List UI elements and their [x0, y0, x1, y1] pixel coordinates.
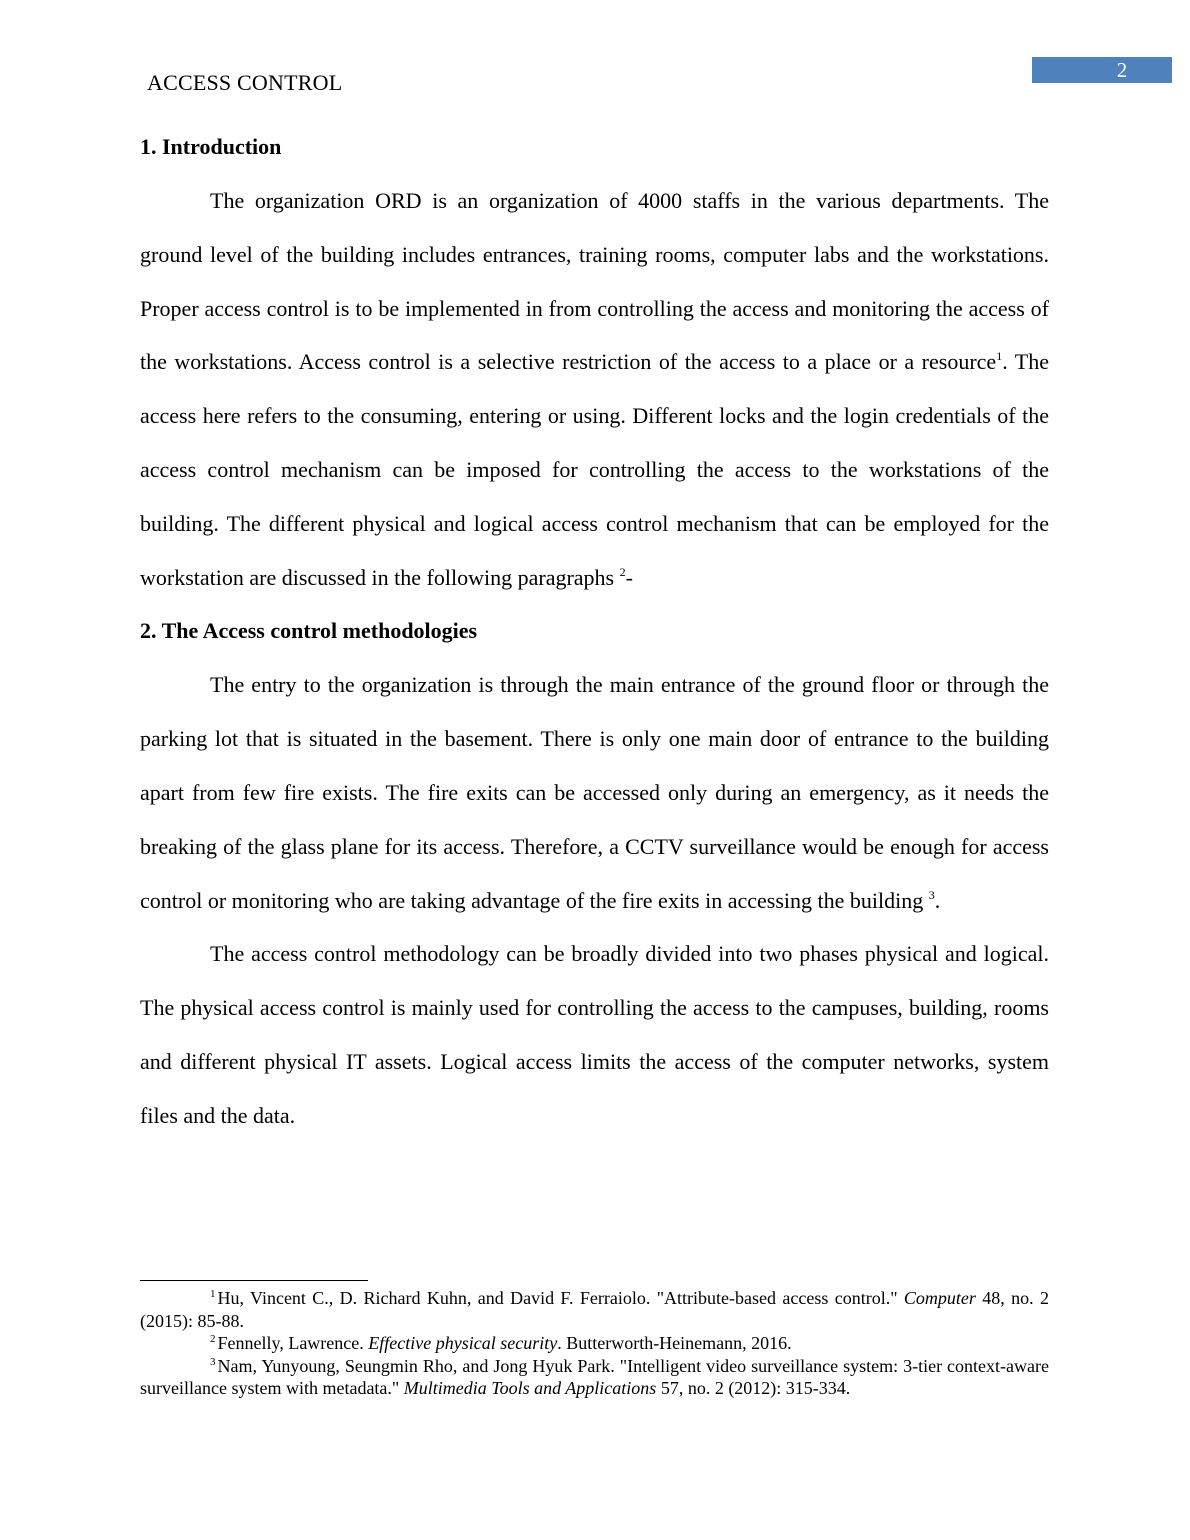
document-body	[140, 120, 1049, 1143]
footnote-3-text: Nam, Yunyoung, Seungmin Rho, and Jong Hyuk Park. "Intelligent video surveillance system: 3-tier context-aware surveillance system with metadata."	[140, 1355, 1049, 1398]
footnote-2-number: 2	[210, 1333, 216, 1345]
methodologies-paragraph-1	[140, 658, 1049, 927]
footnote-ref-2[interactable]: 2	[619, 564, 626, 579]
methodologies-p1-text-part2: .	[934, 887, 941, 913]
footnote-1	[140, 1287, 1049, 1332]
footnote-1-journal: Computer	[903, 1288, 976, 1308]
footnote-2-citation: . Butterworth-Heinemann, 2016.	[557, 1333, 792, 1353]
page-number-box	[1032, 57, 1172, 83]
methodologies-paragraph-2: The access control methodology can be broadly divided into two phases physical and logical. The physical access control is mainly used for controlling the access to the campuses, building, rooms and different physical IT assets. Logical access limits the access of the computer networks, system files and the data.	[140, 941, 1049, 1128]
footnote-separator	[140, 1280, 368, 1281]
intro-text-part3: -	[625, 564, 633, 590]
footnote-3-number: 3	[210, 1355, 216, 1368]
footnote-1-text: Hu, Vincent C., D. Richard Kuhn, and David F. Ferraiolo. "Attribute-based access control."	[217, 1288, 904, 1308]
footnote-3-journal: Multimedia Tools and Applications	[403, 1378, 657, 1398]
page-number: 2	[1116, 58, 1128, 82]
footnote-2	[140, 1332, 1049, 1355]
footnote-2-title: Effective physical security	[368, 1333, 558, 1353]
footnote-ref-3[interactable]: 3	[928, 887, 935, 902]
footnote-1-number: 1	[210, 1288, 216, 1300]
section-heading-methodologies: 2. The Access control methodologies	[140, 618, 478, 644]
intro-paragraph	[140, 174, 1049, 604]
section-heading-introduction: 1. Introduction	[140, 134, 282, 159]
methodologies-p1-text-part1: The entry to the organization is through the main entrance of the ground floor or through the parking lot that is situated in the basement. There is only one main door of entrance to the building apart from few fire exists. The fire exits can be accessed only during an emergency, as it needs the breaking of the glass plane for its access. Therefore, a CCTV surveillance would be enough for access control or monitoring who are taking advantage of the fire exits in accessing the building	[140, 672, 1049, 913]
running-head: ACCESS CONTROL	[147, 70, 343, 95]
footnotes	[140, 1287, 1049, 1400]
footnote-ref-1[interactable]: 1	[996, 349, 1003, 364]
footnote-1-citation: 48, no. 2 (2015): 85-88.	[140, 1288, 1049, 1331]
footnote-3-citation: 57, no. 2 (2012): 315-334.	[656, 1378, 851, 1398]
footnote-3	[140, 1355, 1049, 1400]
intro-text-part2: . The access here refers to the consuming, entering or using. Different locks and the login credentials of the access control mechanism can be imposed for controlling the access to the workstations of the building. The different physical and logical access control mechanism that can be employed for the workstation are discussed in the following paragraphs	[140, 349, 1049, 590]
intro-text-part1: The organization ORD is an organization of 4000 staffs in the various departments. The ground level of the building includes entrances, training rooms, computer labs and the workstations. Proper access control is to be implemented in from controlling the access and monitoring the access of the workstations. Access control is a selective restriction of the access to a place or a resource	[140, 188, 1049, 375]
footnote-2-text: Fennelly, Lawrence.	[217, 1333, 369, 1353]
